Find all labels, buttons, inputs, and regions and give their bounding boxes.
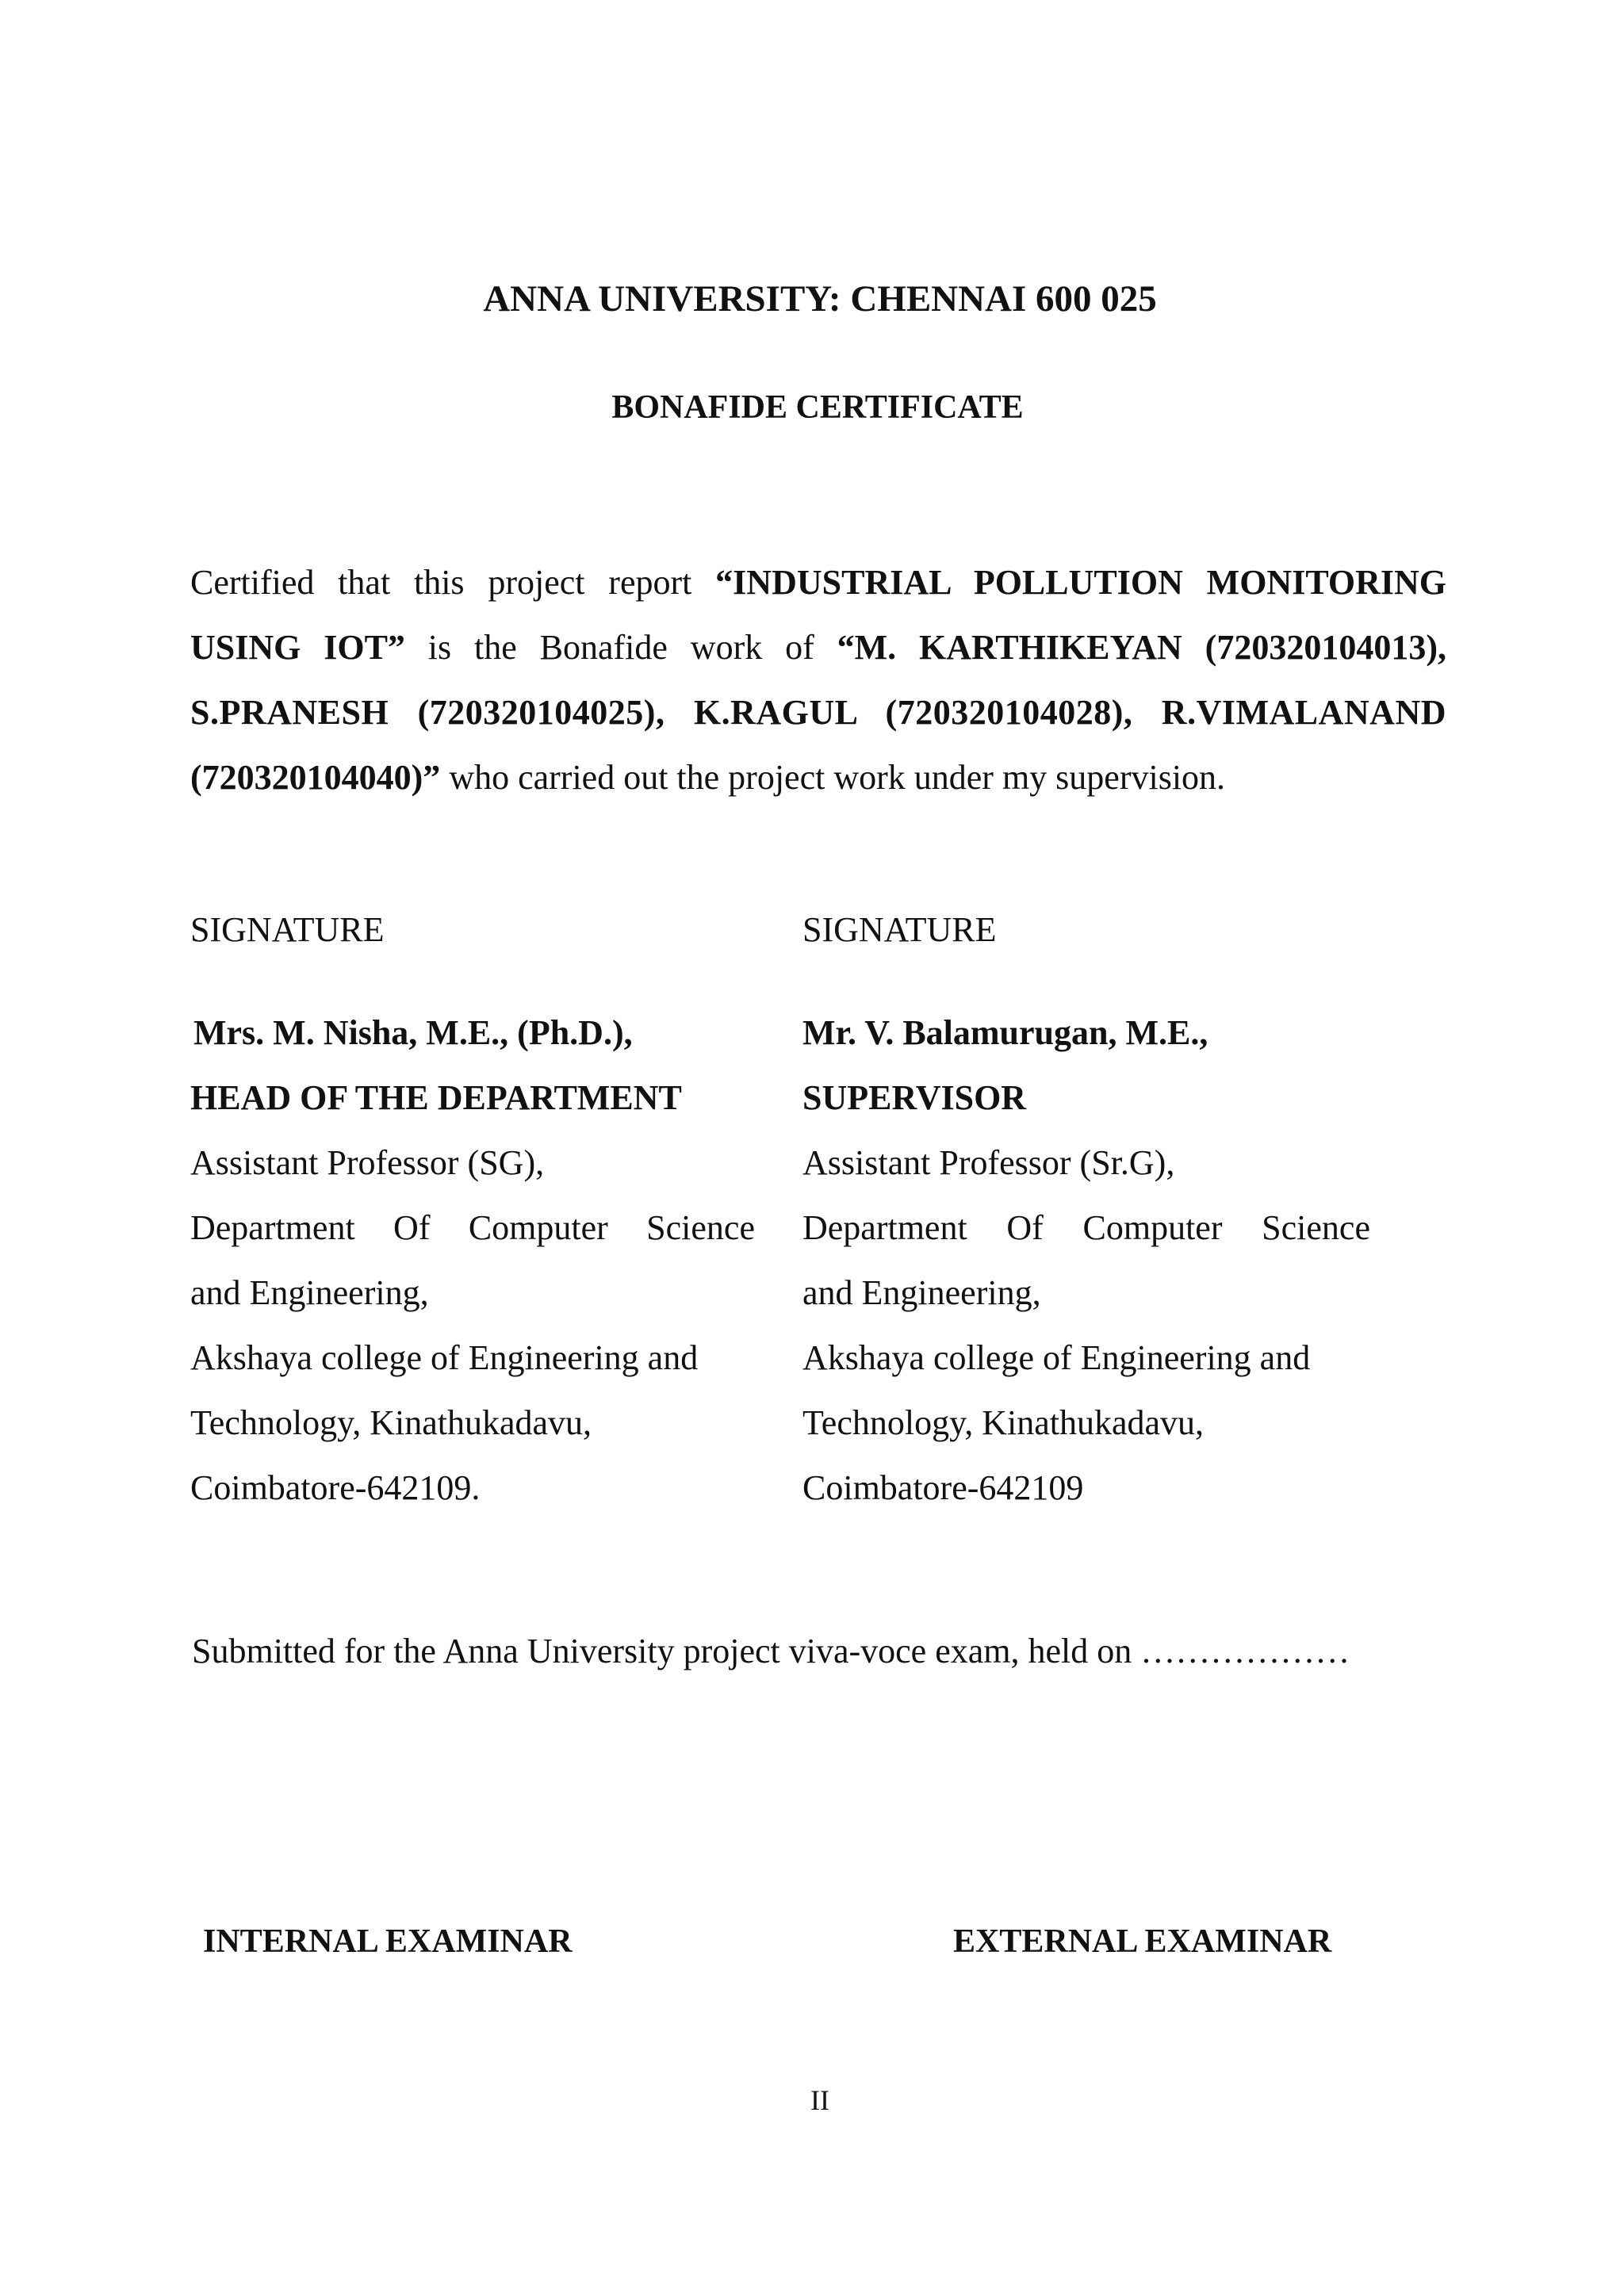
internal-examiner-label: INTERNAL EXAMINAR bbox=[203, 1923, 573, 1960]
signatory-role: SUPERVISOR bbox=[802, 1078, 1027, 1117]
signatory-city: Coimbatore-642109. bbox=[190, 1468, 481, 1507]
certificate-title: BONAFIDE CERTIFICATE bbox=[611, 389, 1024, 426]
certification-text: Certified that this project report bbox=[190, 563, 716, 602]
signatory-department-cont: and Engineering, bbox=[190, 1273, 429, 1312]
signature-label: SIGNATURE bbox=[802, 910, 997, 949]
certification-paragraph bbox=[190, 550, 1446, 810]
signatory-role: HEAD OF THE DEPARTMENT bbox=[190, 1078, 682, 1117]
certification-line-2 bbox=[190, 615, 1446, 680]
student-names-end: (720320104040)” bbox=[190, 758, 441, 797]
signatory-department-cont: and Engineering, bbox=[802, 1273, 1041, 1312]
signatory-name: Mr. V. Balamurugan, M.E., bbox=[802, 1013, 1208, 1052]
university-heading: ANNA UNIVERSITY: CHENNAI 600 025 bbox=[483, 278, 1157, 320]
signatory-department: Department Of Computer Science bbox=[190, 1208, 755, 1247]
signatory-hod bbox=[190, 897, 755, 1521]
certification-line-3 bbox=[190, 680, 1446, 745]
student-names-start: “M. KARTHIKEYAN (720320104013), bbox=[837, 628, 1446, 667]
certification-text: is the Bonafide work of bbox=[404, 628, 837, 667]
submission-statement: Submitted for the Anna University project viva-voce exam, held on ……………… bbox=[192, 1632, 1350, 1670]
certification-line-4 bbox=[190, 745, 1446, 810]
signatory-designation: Assistant Professor (Sr.G), bbox=[802, 1143, 1175, 1182]
signatory-college-cont: Technology, Kinathukadavu, bbox=[802, 1403, 1205, 1442]
project-title-start: “INDUSTRIAL POLLUTION MONITORING bbox=[715, 563, 1447, 602]
signatory-department: Department Of Computer Science bbox=[802, 1208, 1370, 1247]
project-title-end: USING IOT” bbox=[190, 628, 405, 667]
certification-line-1 bbox=[190, 550, 1446, 615]
student-names: S.PRANESH (720320104025), K.RAGUL (720320104028), R.VIMALANAND bbox=[190, 693, 1446, 732]
external-examiner-label: EXTERNAL EXAMINAR bbox=[953, 1923, 1332, 1960]
page-number: II bbox=[810, 2084, 829, 2116]
signatory-city: Coimbatore-642109 bbox=[802, 1468, 1084, 1507]
signatory-college-cont: Technology, Kinathukadavu, bbox=[190, 1403, 592, 1442]
signatory-college: Akshaya college of Engineering and bbox=[802, 1338, 1311, 1377]
signatory-supervisor bbox=[802, 897, 1370, 1521]
signatory-designation: Assistant Professor (SG), bbox=[190, 1143, 545, 1182]
certification-text: who carried out the project work under my supervision. bbox=[440, 758, 1226, 797]
signatory-name: Mrs. M. Nisha, M.E., (Ph.D.), bbox=[193, 1013, 633, 1052]
signature-label: SIGNATURE bbox=[190, 910, 385, 949]
signatory-college: Akshaya college of Engineering and bbox=[190, 1338, 699, 1377]
